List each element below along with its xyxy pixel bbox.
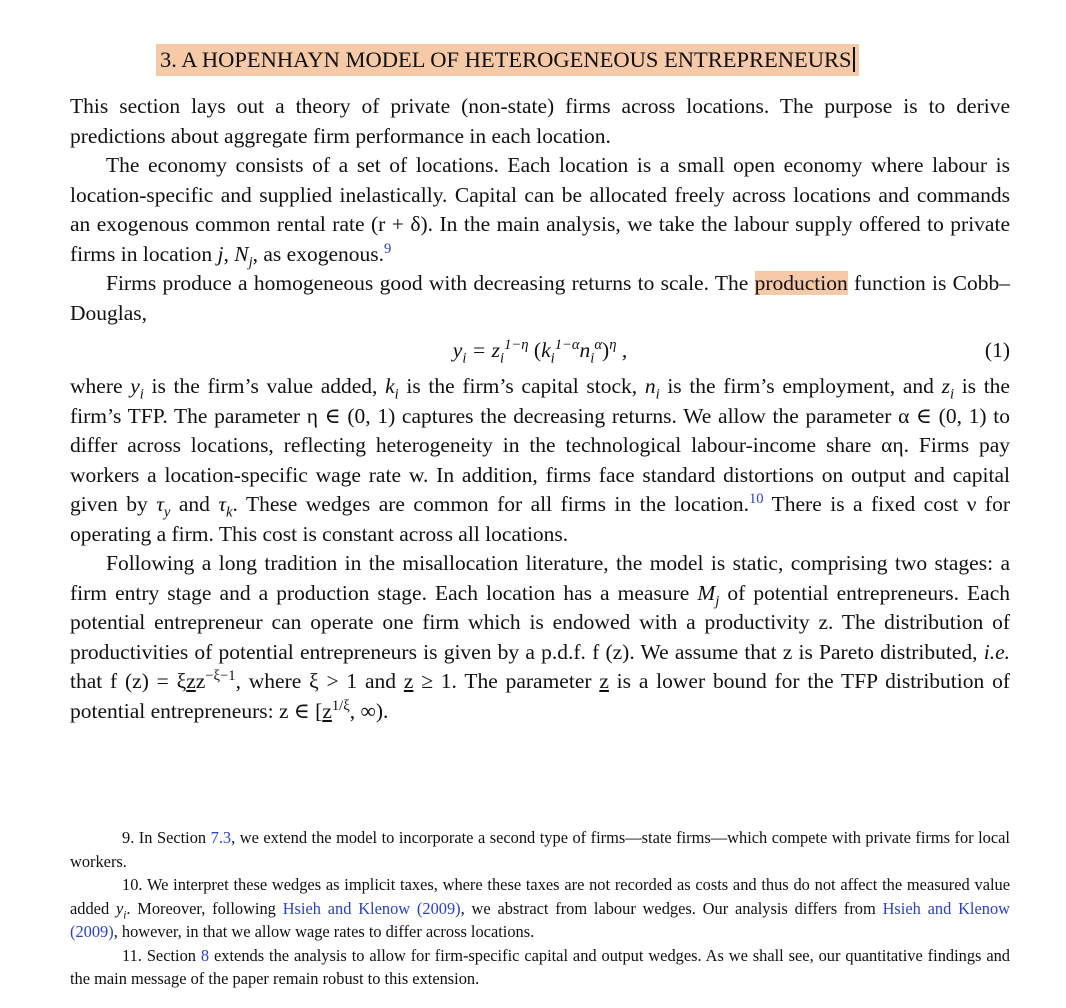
section-link-8[interactable]: 8	[200, 945, 210, 965]
paragraph-1: This section lays out a theory of private (non-state) firms across locations. The purpose is to derive predictions about aggregate firm performance in each location.	[70, 94, 1010, 148]
citation-link-hsieh-klenow-1[interactable]: Hsieh and Klenow (2009)	[282, 898, 461, 918]
footnote-10: 10. We interpret these wedges as implicit taxes, where these taxes are not recorded as costs and thus do not affect the measured value added $y_i$. Moreover, following Hsieh and Klenow (2009), we abstract from labour wedges. Our analysis differs from Hsieh and Klenow (2009), however, in that we allow wage rates to differ across locations.	[70, 875, 1010, 941]
footnote-11: 11. Section 8 extends the analysis to allow for firm-specific capital and output wedges. As we shall see, our quantitative findings and the main message of the paper remain robust to this extension.	[70, 945, 1010, 988]
footnote-ref-9[interactable]: 9	[384, 240, 392, 257]
paragraph-2: The economy consists of a set of locations. Each location is a small open economy where labour is location-specific and supplied inelastically. Capital can be allocated freely across locations and commands an exogenous common rental rate (r + δ). In the main analysis, we take the labour supply offered to private firms in location j, $N_j$, as exogenous.$^9$	[70, 153, 1010, 270]
paragraph-4: where $y_i$ is the firm’s value added, $k_i$ is the firm’s capital stock, $n_i$ is the firm’s employment, and $z_i$ is the firm’s TFP. The parameter η ∈ (0, 1) captures the decreasing returns. We allow the parameter α ∈ (0, 1) to differ across locations, reflecting heterogeneity in the technological labour-income share αη. Firms pay workers a location-specific wage rate w. In addition, firms face standard distortions on output and capital given by $\tau_y$ and $\tau_k$. These wedges are common for all firms in the location.$^{10}$ There is a fixed cost ν for operating a firm. This cost is constant across all locations.	[70, 374, 1010, 546]
section-body	[70, 92, 1010, 726]
paragraph-3: Firms produce a homogeneous good with decreasing returns to scale. The production function is Cobb–Douglas,	[70, 271, 1010, 325]
text-cursor	[853, 47, 855, 72]
footnote-ref-10[interactable]: 10	[748, 490, 764, 507]
section-link-7-3[interactable]: 7.3	[210, 828, 232, 847]
equation-1	[70, 328, 1010, 372]
citation-link-hsieh-klenow-2[interactable]: Hsieh and Klenow (2009)	[70, 898, 1010, 941]
highlighted-word: production	[754, 271, 848, 295]
footnotes	[70, 826, 1010, 991]
equation-body: $y_i = z_i^{1-\eta}$ $(k_i^{1-\alpha}n_i^\alpha)^\eta$ ,	[452, 336, 628, 367]
paragraph-5: Following a long tradition in the misallocation literature, the model is static, comprising two stages: a firm entry stage and a production stage. Each location has a measure $M_j$ of potential entrepreneurs. Each potential entrepreneur can operate one firm which is endowed with a productivity z. The distribution of productivities of potential entrepreneurs is given by a p.d.f. f (z). We assume that z is Pareto distributed, i.e. that f (z) = ξzz$^{-\xi-1}$, where ξ > 1 and z ≥ 1. The parameter z is a lower bound for the TFP distribution of potential entrepreneurs: z ∈ [$z^{1/\xi}$, ∞).	[70, 551, 1010, 723]
footnote-9: 9. In Section 7.3, we extend the model to incorporate a second type of firms—state firms—which compete with private firms for local workers.	[70, 828, 1010, 871]
section-heading: 3. A HOPENHAYN MODEL OF HETEROGENEOUS ENTREPRENEURS	[156, 44, 859, 76]
equation-number: (1)	[984, 338, 1010, 362]
